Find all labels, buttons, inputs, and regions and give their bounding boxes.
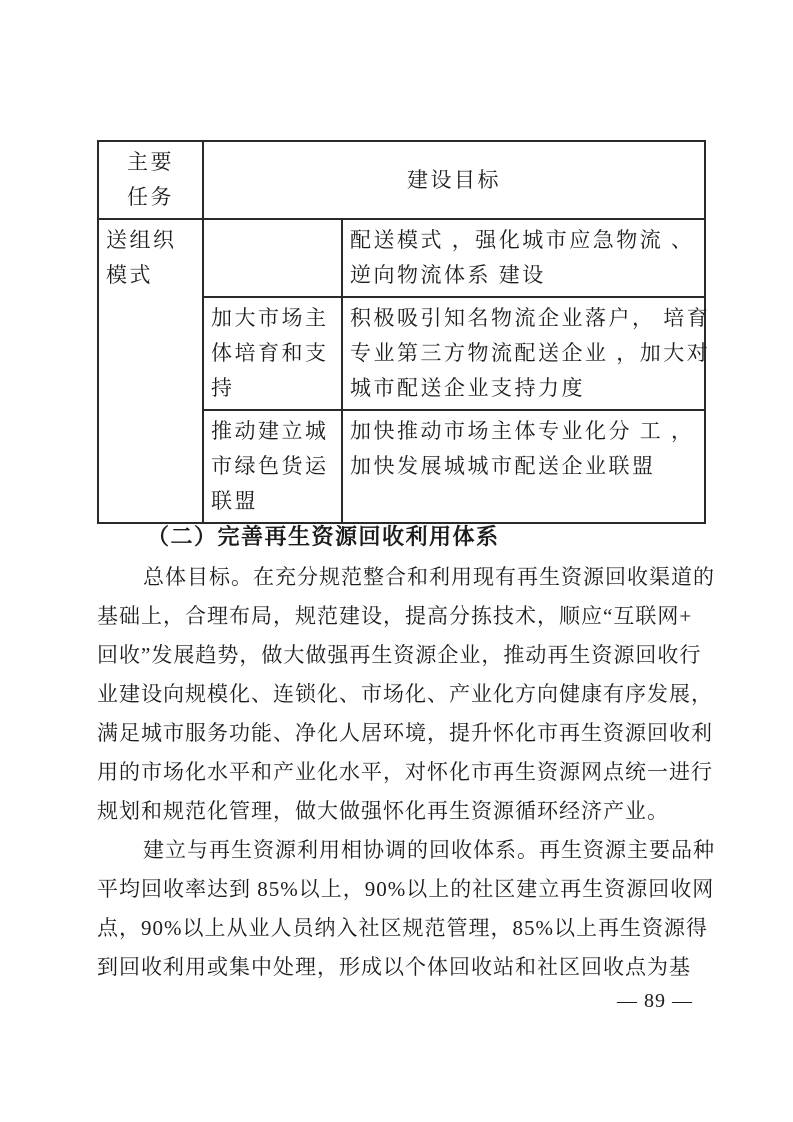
table-header-goal-label: 建设目标 — [407, 167, 501, 192]
main-tasks-table — [97, 140, 711, 524]
subtask-line: 持 — [211, 376, 235, 400]
paragraph-line: 业建设向规模化、连锁化、市场化、产业化方向健康有序发展， — [97, 682, 713, 706]
table-cell-subtask-empty — [203, 219, 342, 297]
subtask-line: 体培育和支 — [211, 341, 329, 365]
paragraph-line: 平均回收率达到 85%以上，90%以上的社区建立再生资源回收网 — [97, 877, 715, 901]
task-category-line: 送组织 — [106, 228, 177, 252]
table-header-main-task-line: 任务 — [127, 185, 174, 209]
table-row — [98, 219, 705, 297]
section-heading: （二）完善再生资源回收利用体系 — [147, 524, 500, 549]
table-header-goal — [203, 141, 705, 219]
table-cell-subtask — [203, 297, 342, 410]
paragraph-line: 规划和规范化管理，做大做强怀化再生资源循环经济产业。 — [97, 799, 669, 823]
table-cell-subtask — [203, 410, 342, 523]
page-number: — 89 — — [617, 990, 693, 1012]
paragraph-line: 基础上，合理布局，规范建设，提高分拣技术，顺应“互联网+ — [97, 604, 693, 628]
table-header-main-task — [98, 141, 203, 219]
paragraph-recycling-system — [97, 831, 715, 987]
goal-line: 逆向物流体系 建设 — [350, 263, 546, 287]
subtask-line: 加大市场主 — [211, 306, 329, 330]
paragraph-line: 满足城市服务功能、净化人居环境，提升怀化市再生资源回收利 — [97, 721, 713, 745]
paragraph-line: 点，90%以上从业人员纳入社区规范管理，85%以上再生资源得 — [97, 916, 708, 940]
goal-line: 城市配送企业支持力度 — [350, 376, 585, 400]
goal-line: 配送模式 ，强化城市应急物流 、 — [350, 228, 695, 252]
goal-line: 积极吸引知名物流企业落户， 培育 — [350, 306, 711, 330]
goal-line: 加快推动市场主体专业化分 工 ， — [350, 419, 695, 443]
paragraph-line: 回收”发展趋势，做大做强再生资源企业，推动再生资源回收行 — [97, 643, 702, 667]
subtask-line: 市绿色货运 — [211, 454, 329, 478]
task-category-line: 模式 — [106, 263, 153, 287]
table-header-main-task-line: 主要 — [127, 150, 174, 174]
goal-line: 专业第三方物流配送企业 ，加大对 — [350, 341, 711, 365]
paragraph-line: 建立与再生资源利用相协调的回收体系。再生资源主要品种 — [143, 838, 715, 862]
goal-line: 加快发展城城市配送企业联盟 — [350, 454, 656, 478]
subtask-line: 联盟 — [211, 489, 258, 513]
paragraph-overall-goal — [97, 558, 715, 831]
paragraph-line: 总体目标。在充分规范整合和利用现有再生资源回收渠道的 — [143, 565, 715, 589]
table-cell-goal — [342, 219, 705, 297]
table-cell-goal — [342, 297, 711, 410]
table-cell-task-category — [98, 219, 203, 523]
subtask-line: 推动建立城 — [211, 419, 329, 443]
table-header-row — [98, 141, 705, 219]
paragraph-line: 到回收利用或集中处理，形成以个体回收站和社区回收点为基 — [97, 955, 691, 979]
table-cell-goal — [342, 410, 705, 523]
paragraph-line: 用的市场化水平和产业化水平，对怀化市再生资源网点统一进行 — [97, 760, 713, 784]
